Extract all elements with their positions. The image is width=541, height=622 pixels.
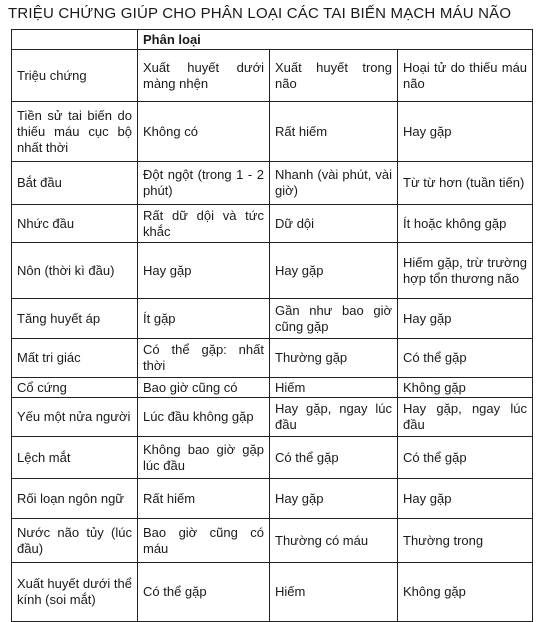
table-cell: Nhanh (vài phút, vài giờ): [270, 162, 398, 205]
table-cell: Hay gặp: [398, 102, 533, 162]
table-cell: Rất hiếm: [138, 479, 270, 519]
row-label: Tăng huyết áp: [12, 299, 138, 339]
table-row: [12, 398, 533, 437]
table-cell: Hiếm gặp, trừ trường hợp tổn thương não: [398, 243, 533, 299]
table-cell: Có thể gặp: nhất thời: [138, 339, 270, 378]
row-label: Nôn (thời kì đầu): [12, 243, 138, 299]
table-row: [12, 519, 533, 563]
table-cell: Thường trong: [398, 519, 533, 563]
table-cell: Có thể gặp: [398, 339, 533, 378]
table-cell: Hay gặp, ngay lúc đầu: [270, 398, 398, 437]
row-label: Lệch mắt: [12, 437, 138, 479]
table-cell: Thường gặp: [270, 339, 398, 378]
table-cell: Ít gặp: [138, 299, 270, 339]
table-row: [12, 162, 533, 205]
table-cell: Hay gặp: [270, 479, 398, 519]
header-col-2: Xuất huyết trong não: [270, 50, 398, 102]
table-cell: Gần như bao giờ cũng gặp: [270, 299, 398, 339]
table-cell: Hay gặp, ngay lúc đầu: [398, 398, 533, 437]
header-col-1: Xuất huyết dưới màng nhện: [138, 50, 270, 102]
table-cell: Có thể gặp: [270, 437, 398, 479]
table-cell: Hay gặp: [270, 243, 398, 299]
table-cell: Hay gặp: [398, 299, 533, 339]
row-label: Cổ cứng: [12, 378, 138, 398]
row-label: Xuất huyết dưới thể kính (soi mắt): [12, 563, 138, 622]
table-row: [12, 339, 533, 378]
row-label: Mất tri giác: [12, 339, 138, 378]
row-label: Yếu một nửa người: [12, 398, 138, 437]
table-cell: Từ từ hơn (tuần tiến): [398, 162, 533, 205]
table-cell: Bao giờ cũng có: [138, 378, 270, 398]
table-row: [12, 299, 533, 339]
table-cell: Không bao giờ gặp lúc đầu: [138, 437, 270, 479]
row-label: Nhức đầu: [12, 205, 138, 243]
table-cell: Rất dữ dội và tức khắc: [138, 205, 270, 243]
table-cell: Thường có máu: [270, 519, 398, 563]
table-row: [12, 102, 533, 162]
table-row: [12, 378, 533, 398]
table-cell: Có thể gặp: [138, 563, 270, 622]
table-cell: Hiếm: [270, 563, 398, 622]
row-label: Bắt đầu: [12, 162, 138, 205]
table-cell: Có thể gặp: [398, 437, 533, 479]
header-corner-cell: [12, 30, 138, 50]
table-cell: Lúc đầu không gặp: [138, 398, 270, 437]
header-row-label: Triệu chứng: [12, 50, 138, 102]
table-cell: Hiếm: [270, 378, 398, 398]
table-row: [12, 437, 533, 479]
table-cell: Rất hiếm: [270, 102, 398, 162]
row-label: Nước não tủy (lúc đầu): [12, 519, 138, 563]
table-cell: Không gặp: [398, 378, 533, 398]
table-row: [12, 243, 533, 299]
header-group-cell: Phân loại: [138, 30, 533, 50]
row-label: Rối loạn ngôn ngữ: [12, 479, 138, 519]
table-cell: Không gặp: [398, 563, 533, 622]
header-row-columns: [12, 50, 533, 102]
table-row: [12, 563, 533, 622]
table-cell: Đột ngột (trong 1 - 2 phút): [138, 162, 270, 205]
table-row: [12, 205, 533, 243]
symptom-table: [11, 29, 533, 622]
header-row-group: [12, 30, 533, 50]
table-cell: Không có: [138, 102, 270, 162]
table-cell: Bao giờ cũng có máu: [138, 519, 270, 563]
page-title: TRIỆU CHỨNG GIÚP CHO PHÂN LOẠI CÁC TAI BIẾN MẠCH MÁU NÃO: [8, 5, 512, 22]
row-label: Tiền sử tai biến do thiếu máu cục bộ nhất thời: [12, 102, 138, 162]
table-cell: Dữ dội: [270, 205, 398, 243]
table-cell: Hay gặp: [398, 479, 533, 519]
table-row: [12, 479, 533, 519]
table-cell: Ít hoặc không gặp: [398, 205, 533, 243]
table-cell: Hay gặp: [138, 243, 270, 299]
header-col-3: Hoại tử do thiếu máu não: [398, 50, 533, 102]
